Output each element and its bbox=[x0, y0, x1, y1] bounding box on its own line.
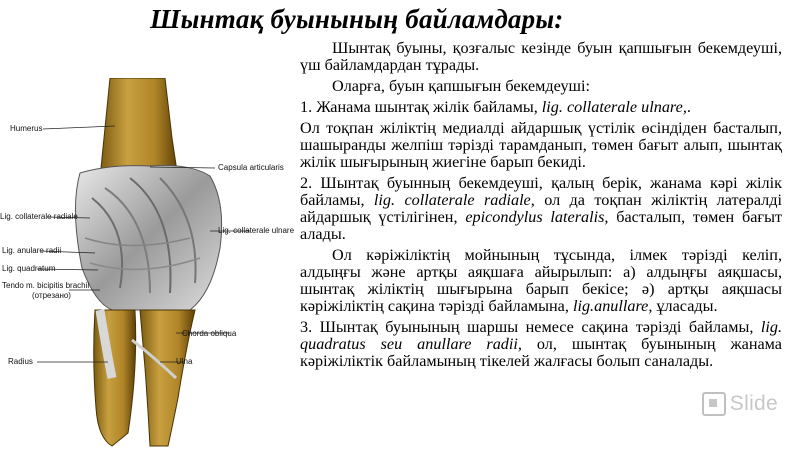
paragraph-ligament-2-desc: Ол кәріжіліктің мойнының тұсында, ілмек тәрізді келіп, алдыңғы және артқы аяқшаға айырылып: а) алдыңғы аяқшасы, шынтақ жіліктің шығырына барып бекісе; ә) артқы аяқшасы кәріжіліктің сақина тәрізді байламына, lig.anullare, ұласады. bbox=[300, 246, 782, 315]
watermark-logo-icon bbox=[702, 392, 726, 416]
label-chorda-obliqua: Chorda obliqua bbox=[182, 329, 237, 338]
label-lig-anulare-radii: Lig. anulare radii bbox=[2, 246, 62, 255]
label-lig-collaterale-radiale: Lig. collaterale radiale bbox=[0, 212, 78, 221]
latin-term: lig. quadratus seu anullare radii, bbox=[300, 318, 782, 353]
watermark: Slide bbox=[702, 392, 778, 416]
paragraph-ligament-3: 3. Шынтақ буынының шаршы немесе сақина тәрізді байламы, lig. quadratus seu anullare radii, ол, шынтақ буынының жанама кәріжіліктік байламының тікелей жалғасы болып саналады. bbox=[300, 318, 782, 370]
label-tendo-biceps: Tendo m. bicipitis brachii bbox=[2, 281, 90, 290]
label-lig-quadratum: Lig. quadratum bbox=[2, 264, 56, 273]
paragraph-ligament-2: 2. Шынтақ буынның бекемдеуші, қалың берік, жанама кәрі жілік байламы, lig. collaterale radiale, ол да тоқпан жіліктің латералді айдаршық үстілігінен, epicondylus lateralis, басталып, төмен бағыт алады. bbox=[300, 174, 783, 243]
slide-body-text bbox=[300, 40, 782, 374]
label-tendo-biceps-note: (отрезано) bbox=[32, 291, 71, 300]
paragraph-ligament-1-desc: Ол тоқпан жіліктің медиалді айдаршық үстілік өсіндіден басталып, шашыранды желпіш тәрізді тарамданып, төмен бағыт алып, шынтақ жілік шығырының жиегіне барып бекиді. bbox=[300, 119, 782, 171]
latin-term: lig.anullare, bbox=[572, 297, 653, 315]
paragraph-intro: Шынтақ буыны, қозғалыс кезінде буын қапшығын бекемдеуші, үш байламдардан тұрады. bbox=[300, 39, 782, 74]
elbow-ligaments-illustration bbox=[0, 78, 300, 450]
label-radius: Radius bbox=[8, 357, 33, 366]
paragraph-list-intro: Оларға, буын қапшығын бекемдеуші: bbox=[332, 77, 590, 95]
label-lig-collaterale-ulnare: Lig. collaterale ulnare bbox=[218, 226, 295, 235]
latin-term: lig. collaterale radiale, bbox=[373, 191, 535, 209]
paragraph-ligament-1: 1. Жанама шынтақ жілік байламы, lig. collaterale ulnare,. bbox=[300, 98, 691, 116]
label-capsula-articularis: Capsula articularis bbox=[218, 163, 284, 172]
latin-term: lig. collaterale ulnare, bbox=[541, 98, 687, 116]
label-humerus: Humerus bbox=[10, 124, 43, 133]
slide-title: Шынтақ буынының байламдары: bbox=[150, 4, 564, 34]
label-ulna: Ulna bbox=[176, 357, 193, 366]
latin-term: epicondylus lateralis, bbox=[465, 208, 609, 226]
